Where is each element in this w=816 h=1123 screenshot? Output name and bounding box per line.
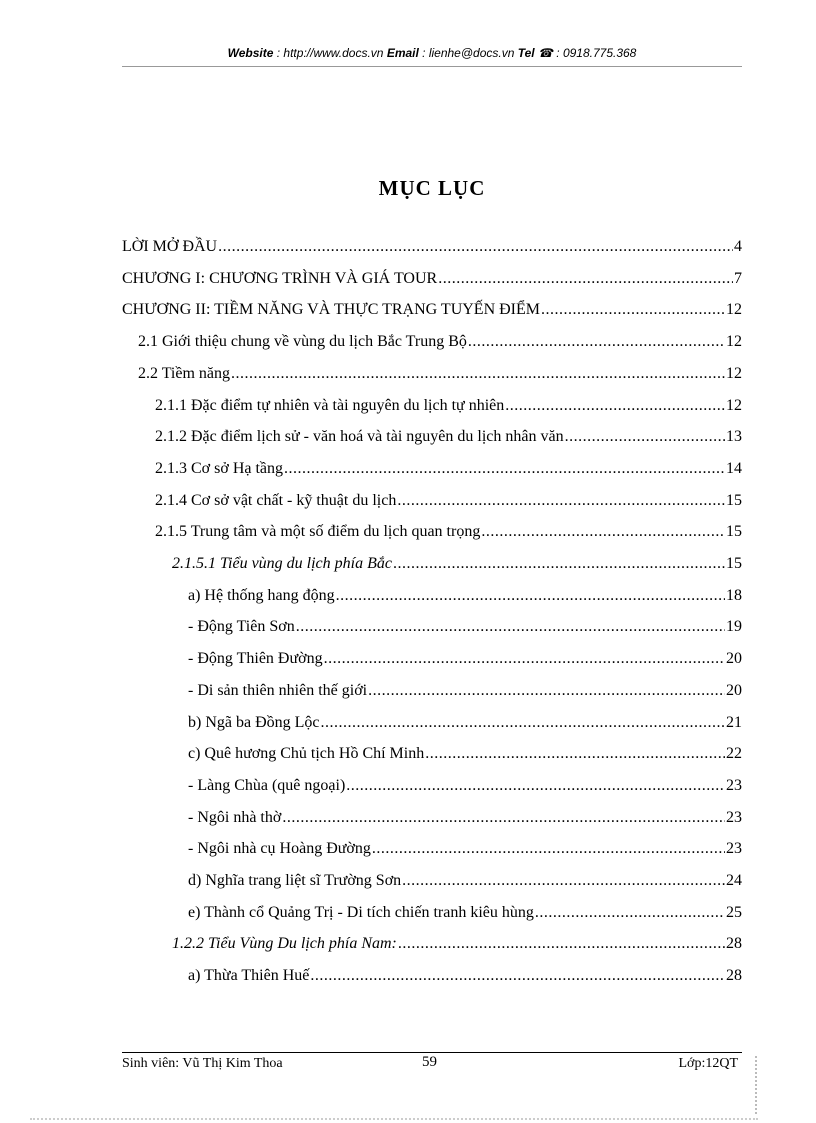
toc-entry-title: - Ngôi nhà thờ [188,808,282,826]
toc-entry [155,490,742,512]
toc-dot-leader [535,902,725,924]
toc-entry [188,616,742,638]
toc-entry-title: e) Thành cổ Quảng Trị - Di tích chiến tranh kiêu hùng [188,903,534,921]
toc-entry-title: a) Hệ thống hang động [188,586,335,604]
toc-entry-title: 1.2.2 Tiểu Vùng Du lịch phía Nam: [172,935,397,953]
toc-entry [188,648,742,670]
toc-entry-title: CHƯƠNG I: CHƯƠNG TRÌNH VÀ GIÁ TOUR [122,269,438,287]
toc-entry [188,965,742,987]
toc-dot-leader [346,775,725,797]
toc-dot-leader [541,299,725,321]
toc-entry [188,870,742,892]
toc-entry-page: 28 [726,935,742,953]
toc-entry [155,521,742,543]
toc-entry [188,807,742,829]
toc-entry [188,712,742,734]
toc-entry-title: 2.1.1 Đặc điểm tự nhiên và tài nguyên du lịch tự nhiên [155,396,505,414]
toc-entry-page: 12 [726,364,742,382]
footer-page-number: 59 [422,1054,437,1070]
toc-dot-leader [438,268,733,290]
page-header [122,46,742,66]
toc-entry-page: 23 [726,808,742,826]
website-label: Website [227,46,274,60]
toc-entry [188,902,742,924]
toc-entry-page: 4 [734,238,742,255]
toc-entry [138,363,742,385]
footer-student: Sinh viên: Vũ Thị Kim Thoa [122,1056,283,1071]
toc-entry-page: 22 [726,745,742,763]
toc-dot-leader [324,648,725,670]
toc-entry [188,775,742,797]
toc-entry-title: - Động Thiên Đường [188,650,323,668]
website-value: : http://www.docs.vn [273,46,387,60]
toc-entry-title: LỜI MỞ ĐẦU [122,238,218,255]
toc-entry-title: CHƯƠNG II: TIỀM NĂNG VÀ THỰC TRẠNG TUYẾN ĐIỂM [122,301,541,319]
toc-entry-page: 15 [726,555,742,572]
toc-entry-title: 2.1.5.1 Tiểu vùng du lịch phía Bắc [172,555,392,572]
toc-dot-leader [282,807,725,829]
toc-dot-leader [218,236,733,258]
toc-entry [122,268,742,290]
toc-entry-page: 15 [726,491,742,509]
toc-entry [188,585,742,607]
toc-entry-page: 28 [726,967,742,985]
page-title: MỤC LỤC [378,176,486,200]
toc-dot-leader [397,490,725,512]
toc-dot-leader [296,616,725,638]
tel-label: Tel [517,46,535,60]
toc-entry-page: 23 [726,840,742,858]
toc-entry-title: 2.1.2 Đặc điểm lịch sử - văn hoá và tài nguyên du lịch nhân văn [155,428,564,446]
toc-dot-leader [372,838,725,860]
email-label: Email [386,46,419,60]
toc-entry-title: 2.2 Tiềm năng [138,364,231,382]
toc-entry-title: b) Ngã ba Đồng Lộc [188,713,320,731]
toc-entry-page: 18 [726,586,742,604]
toc-dot-leader [231,363,725,385]
toc-entry-page: 21 [726,713,742,731]
toc-entry-page: 7 [734,269,742,287]
toc-entry-page: 23 [726,776,742,794]
toc-entry-title: - Ngôi nhà cụ Hoàng Đường [188,840,371,858]
toc-entry [172,933,742,955]
toc-entry [155,395,742,417]
toc-dot-leader [321,712,725,734]
toc-dot-leader [398,933,725,955]
toc-entry-title: a) Thừa Thiên Huế [188,967,310,985]
toc-dot-leader [468,331,725,353]
footer-divider [122,1052,742,1053]
toc-entry [138,331,742,353]
phone-icon: ☎ [537,46,553,60]
toc-dot-leader [310,965,725,987]
toc-entry-title: - Làng Chùa (quê ngoại) [188,776,346,794]
toc-dot-leader [393,553,725,575]
toc-entry-page: 15 [726,523,742,541]
toc-entry [155,458,742,480]
header-divider [122,66,742,67]
toc-dot-leader [402,870,725,892]
toc-dot-leader [481,521,725,543]
toc-entry-page: 12 [726,301,742,319]
toc-entry-title: 2.1 Giới thiệu chung về vùng du lịch Bắc Trung Bộ [138,333,467,351]
page-shadow-right [755,1056,759,1114]
toc-entry-page: 19 [726,618,742,636]
toc-entry-page: 20 [726,681,742,699]
toc-entry-title: - Di sản thiên nhiên thế giới [188,681,368,699]
toc-dot-leader [284,458,725,480]
toc-entry [122,236,742,258]
toc-entry-page: 20 [726,650,742,668]
toc-entry-title: - Động Tiên Sơn [188,618,295,636]
toc-dot-leader [336,585,725,607]
toc-entry-page: 24 [726,872,742,889]
toc-entry-title: 2.1.5 Trung tâm và một số điểm du lịch quan trọng [155,523,481,541]
toc-entry [122,299,742,321]
toc-entry [155,426,742,448]
email-value: : lienhe@docs.vn [418,46,518,60]
toc-entry-page: 12 [726,396,742,414]
footer-class: Lớp:12QT [678,1056,738,1071]
toc-entry [172,553,742,575]
toc-entry [188,680,742,702]
tel-value: : 0918.775.368 [552,46,637,60]
toc-dot-leader [565,426,725,448]
page-shadow-bottom [30,1118,758,1120]
toc-entry-title: 2.1.4 Cơ sở vật chất - kỹ thuật du lịch [155,491,397,509]
toc-entry [188,743,742,765]
toc-entry-page: 13 [726,428,742,446]
toc-entry-page: 14 [726,459,742,477]
toc-entry-title: c) Quê hương Chủ tịch Hồ Chí Minh [188,745,425,763]
toc-entry [188,838,742,860]
toc-entry-page: 12 [726,333,742,351]
toc-entry-title: d) Nghĩa trang liệt sĩ Trường Sơn [188,872,402,889]
toc-entry-page: 25 [726,903,742,921]
toc-dot-leader [505,395,725,417]
toc-entry-title: 2.1.3 Cơ sở Hạ tầng [155,459,284,477]
toc-dot-leader [368,680,725,702]
toc-dot-leader [425,743,725,765]
